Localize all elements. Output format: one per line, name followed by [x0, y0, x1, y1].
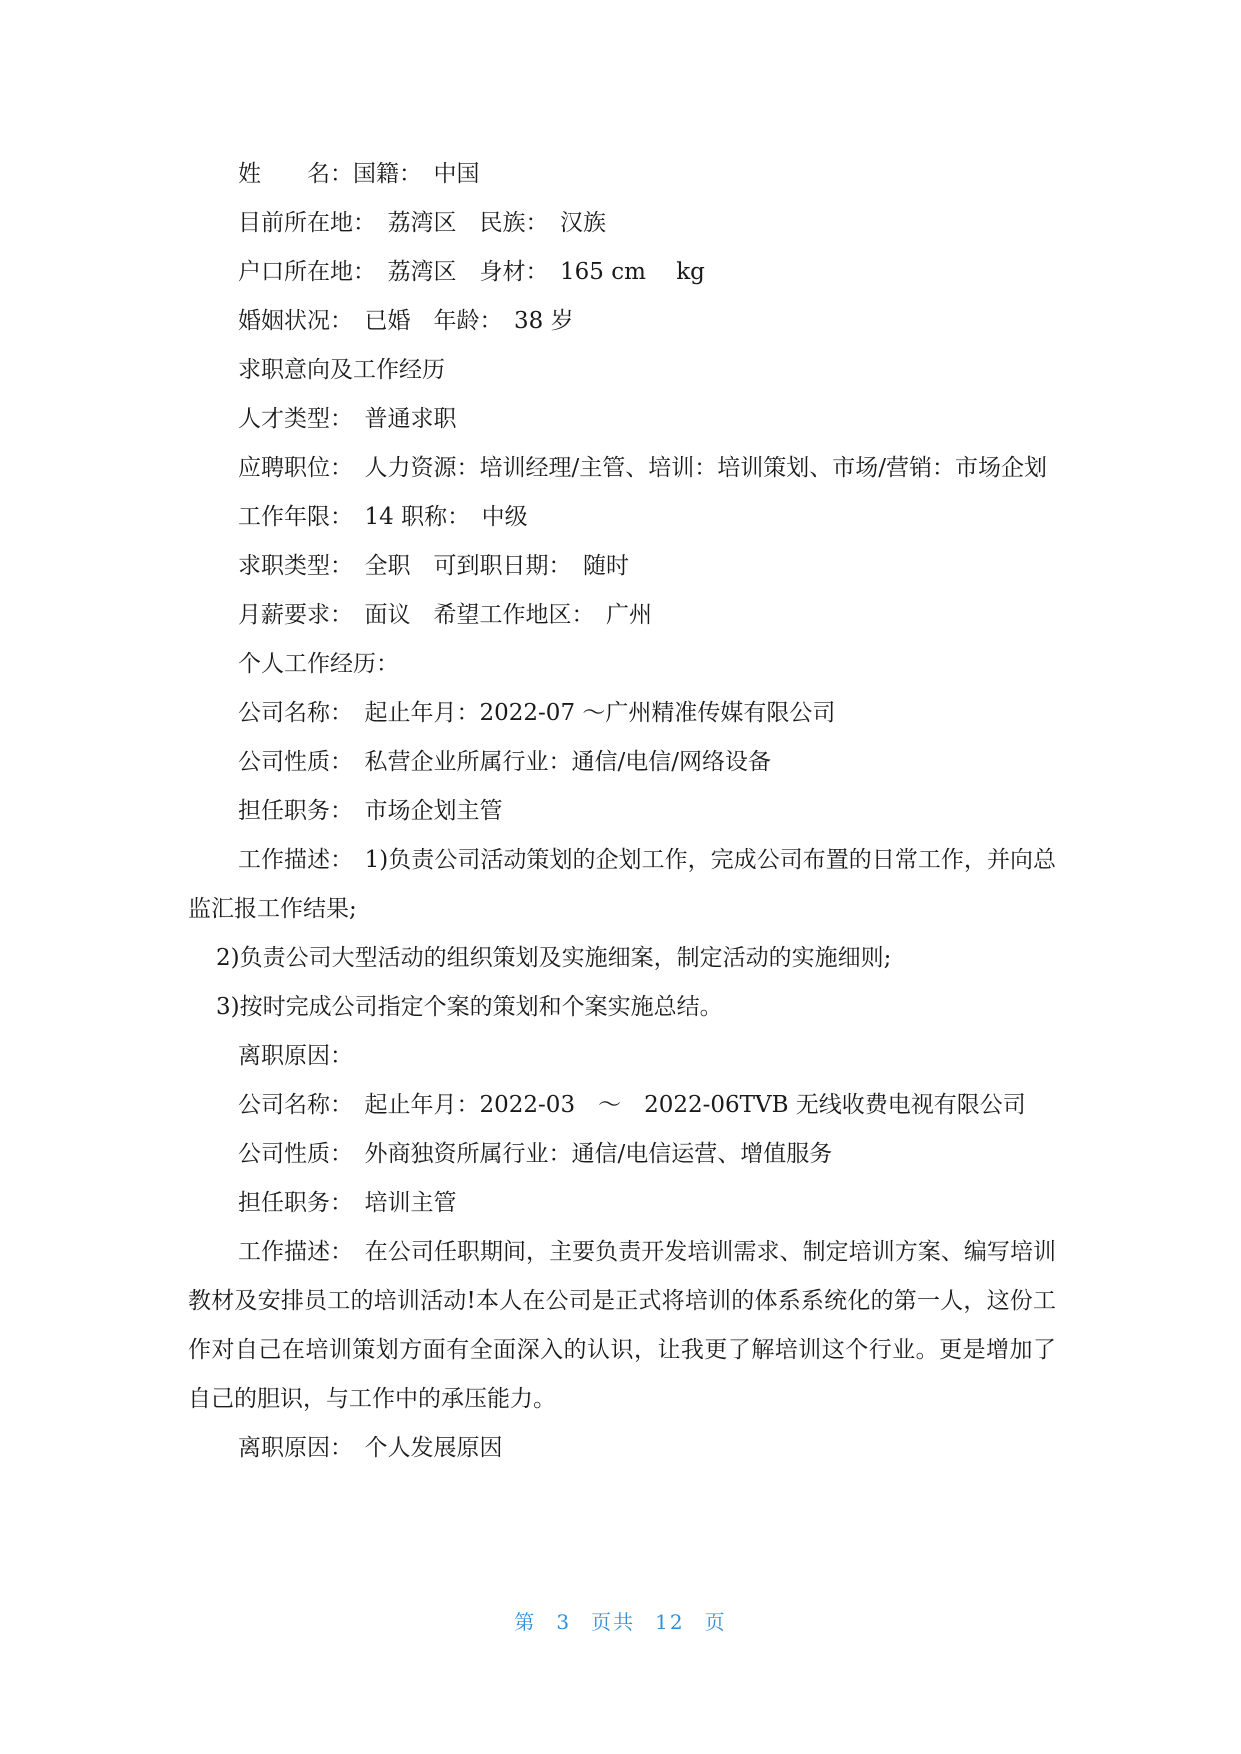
work-years-line: 工作年限： 14 职称： 中级 [238, 504, 528, 530]
company-1-name-line: 公司名称： 起止年月：2022-07 ～广州精准传媒有限公司 [238, 700, 836, 726]
job-type-line: 求职类型： 全职 可到职日期： 随时 [238, 553, 629, 579]
company-1-description-paragraph: 工作描述： 1)负责公司活动策划的企划工作，完成公司布置的日常工作，并向总监汇报工作结果; [188, 847, 1056, 922]
page-footer [0, 1606, 1241, 1635]
salary-line: 月薪要求： 面议 希望工作地区： 广州 [238, 602, 652, 628]
company-1-position-line: 担任职务： 市场企划主管 [238, 798, 503, 824]
company-2-position-line: 担任职务： 培训主管 [238, 1190, 457, 1216]
talent-type-line: 人才类型： 普通求职 [238, 406, 457, 432]
current-location-line: 目前所在地： 荔湾区 民族： 汉族 [238, 210, 606, 236]
applied-position-paragraph: 应聘职位： 人力资源：培训经理/主管、培训：培训策划、市场/营销：市场企划 [238, 455, 1047, 481]
footer-prefix: 第 [514, 1610, 537, 1634]
name-nationality-line: 姓 名：国籍： 中国 [238, 161, 480, 187]
company-2-name-line: 公司名称： 起止年月：2022-03 ～ 2022-06TVB 无线收费电视有限公司 [238, 1092, 1026, 1118]
resume-content [188, 150, 1056, 1473]
company-2-nature-line: 公司性质： 外商独资所属行业：通信/电信运营、增值服务 [238, 1141, 833, 1167]
company-1-duty-2: 2)负责公司大型活动的组织策划及实施细案，制定活动的实施细则; [216, 945, 892, 971]
footer-middle: 页共 [591, 1610, 636, 1634]
footer-current-page: 3 [556, 1610, 572, 1634]
company-1-leave-reason-line: 离职原因： [238, 1043, 353, 1069]
household-location-line: 户口所在地： 荔湾区 身材： 165 cm kg [238, 259, 705, 285]
footer-total-pages: 12 [655, 1610, 685, 1634]
company-1-duty-3: 3)按时完成公司指定个案的策划和个案实施总结。 [216, 994, 723, 1020]
footer-suffix: 页 [704, 1610, 727, 1634]
marital-status-line: 婚姻状况： 已婚 年龄： 38 岁 [238, 308, 574, 334]
company-2-description-paragraph: 工作描述： 在公司任职期间，主要负责开发培训需求、制定培训方案、编写培训教材及安排员工的培训活动!本人在公司是正式将培训的体系系统化的第一人，这份工作对自己在培训策划方面有全面深入的认识，让我更了解培训这个行业。更是增加了自己的胆识，与工作中的承压能力。 [188, 1239, 1056, 1412]
company-1-nature-line: 公司性质： 私营企业所属行业：通信/电信/网络设备 [238, 749, 771, 775]
section-heading-work-history: 个人工作经历： [238, 651, 399, 677]
company-2-leave-reason-line: 离职原因： 个人发展原因 [238, 1435, 503, 1461]
section-heading-job-intent: 求职意向及工作经历 [238, 357, 445, 383]
